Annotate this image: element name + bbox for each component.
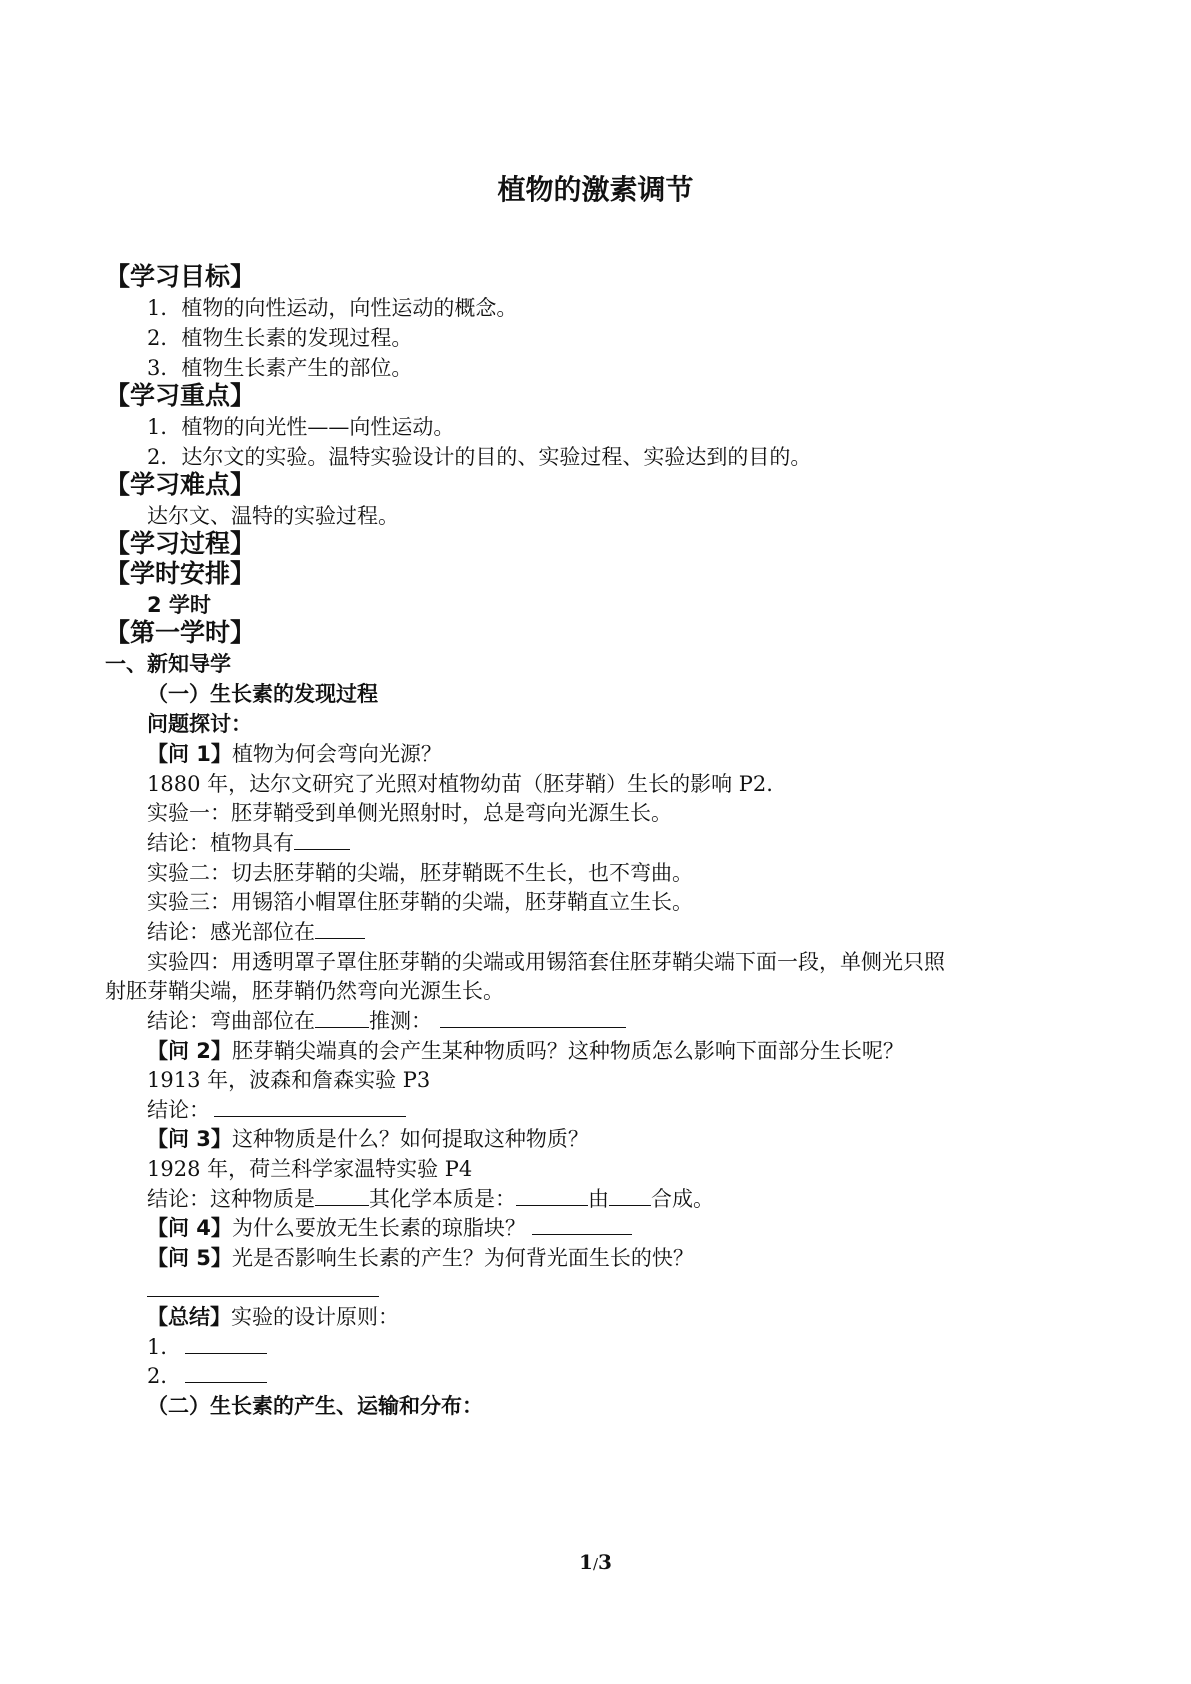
- question-3: [147, 1125, 589, 1153]
- total-pages: 3: [598, 1550, 612, 1574]
- fill-blank[interactable]: [315, 918, 365, 939]
- conclusion-1: [147, 829, 350, 857]
- fill-blank[interactable]: [294, 829, 350, 850]
- conclusion-text: 结论：: [147, 1098, 210, 1122]
- conclusion-4: [147, 1096, 406, 1124]
- conclusion-text: 其化学本质是：: [369, 1187, 516, 1211]
- experiment-4-line-2: 射胚芽鞘尖端，胚芽鞘仍然弯向光源生长。: [105, 979, 504, 1003]
- conclusion-text: 结论：弯曲部位在: [147, 1009, 315, 1033]
- summary-item: [147, 1362, 267, 1390]
- difficulty-text: 达尔文、温特的实验过程。: [147, 504, 399, 528]
- boysen-jensen-line: 1913 年，波森和詹森实验 P3: [147, 1068, 431, 1092]
- fill-blank[interactable]: [532, 1214, 632, 1235]
- summary-tag: 【总结】: [147, 1305, 231, 1329]
- heading-first-period: 【第一学时】: [105, 618, 256, 647]
- page-number: [0, 1550, 1191, 1574]
- page-title: 植物的激素调节: [497, 173, 694, 206]
- question-text: 胚芽鞘尖端真的会产生某种物质吗？这种物质怎么影响下面部分生长呢？: [231, 1039, 904, 1063]
- fill-blank[interactable]: [609, 1185, 651, 1206]
- conclusion-text: 结论：感光部位在: [147, 920, 315, 944]
- summary: [147, 1303, 399, 1331]
- conclusion-2: [147, 918, 365, 946]
- summary-item-number: 1．: [147, 1335, 182, 1359]
- subsection-title: （一）生长素的发现过程: [147, 682, 378, 706]
- conclusion-text: 由: [588, 1187, 609, 1211]
- goal-item: 1．植物的向性运动，向性运动的概念。: [147, 296, 518, 320]
- question-4: [147, 1214, 632, 1242]
- question-tag: 【问 3】: [147, 1127, 232, 1151]
- section-title: 一、新知导学: [105, 652, 231, 676]
- question-5: [147, 1244, 694, 1272]
- schedule-value: 2 学时: [147, 593, 211, 617]
- conclusion-text: 推测：: [369, 1009, 432, 1033]
- keypoint-item: 1．植物的向光性——向性运动。: [147, 415, 455, 439]
- summary-text: 实验的设计原则：: [231, 1305, 399, 1329]
- fill-blank[interactable]: [315, 1185, 369, 1206]
- question-tag: 【问 4】: [147, 1216, 232, 1240]
- answer-line[interactable]: [147, 1296, 379, 1297]
- current-page: 1: [579, 1550, 593, 1574]
- goal-item: 2．植物生长素的发现过程。: [147, 326, 413, 350]
- experiment-1: 实验一：胚芽鞘受到单侧光照射时，总是弯向光源生长。: [147, 801, 672, 825]
- goal-item: 3．植物生长素产生的部位。: [147, 356, 413, 380]
- question-tag: 【问 1】: [147, 742, 232, 766]
- conclusion-text: 合成。: [651, 1187, 714, 1211]
- fill-blank[interactable]: [315, 1007, 369, 1028]
- question-text: 植物为何会弯向光源？: [231, 742, 442, 766]
- question-tag: 【问 2】: [147, 1039, 232, 1063]
- fill-blank[interactable]: [185, 1362, 267, 1383]
- conclusion-text: 结论：这种物质是: [147, 1187, 315, 1211]
- page-separator: /: [592, 1555, 599, 1573]
- conclusion-text: 结论：植物具有: [147, 831, 294, 855]
- question-2: [147, 1037, 904, 1065]
- question-tag: 【问 5】: [147, 1246, 232, 1270]
- experiment-2: 实验二：切去胚芽鞘的尖端，胚芽鞘既不生长，也不弯曲。: [147, 861, 693, 885]
- subsection-title: （二）生长素的产生、运输和分布：: [147, 1394, 483, 1418]
- went-line: 1928 年，荷兰科学家温特实验 P4: [147, 1157, 473, 1181]
- question-1: [147, 740, 442, 768]
- heading-goals: 【学习目标】: [105, 262, 256, 291]
- fill-blank[interactable]: [185, 1333, 267, 1354]
- heading-keypoints: 【学习重点】: [105, 381, 256, 410]
- summary-item-number: 2．: [147, 1364, 182, 1388]
- heading-schedule: 【学时安排】: [105, 559, 256, 588]
- fill-blank[interactable]: [516, 1185, 588, 1206]
- question-text: 光是否影响生长素的产生？为何背光面生长的快？: [231, 1246, 694, 1270]
- heading-difficulties: 【学习难点】: [105, 470, 256, 499]
- fill-blank[interactable]: [214, 1096, 406, 1117]
- discussion-label: 问题探讨：: [147, 712, 252, 736]
- conclusion-5: [147, 1185, 714, 1213]
- conclusion-3: [147, 1007, 626, 1035]
- experiment-4-line-1: 实验四：用透明罩子罩住胚芽鞘的尖端或用锡箔套住胚芽鞘尖端下面一段，单侧光只照: [147, 950, 945, 974]
- heading-process: 【学习过程】: [105, 529, 256, 558]
- darwin-line: 1880 年，达尔文研究了光照对植物幼苗（胚芽鞘）生长的影响 P2.: [147, 772, 773, 796]
- question-text: 为什么要放无生长素的琼脂块？: [231, 1216, 526, 1240]
- keypoint-item: 2．达尔文的实验。温特实验设计的目的、实验过程、实验达到的目的。: [147, 445, 812, 469]
- summary-item: [147, 1333, 267, 1361]
- question-text: 这种物质是什么？如何提取这种物质？: [231, 1127, 589, 1151]
- experiment-3: 实验三：用锡箔小帽罩住胚芽鞘的尖端，胚芽鞘直立生长。: [147, 890, 693, 914]
- fill-blank[interactable]: [440, 1007, 626, 1028]
